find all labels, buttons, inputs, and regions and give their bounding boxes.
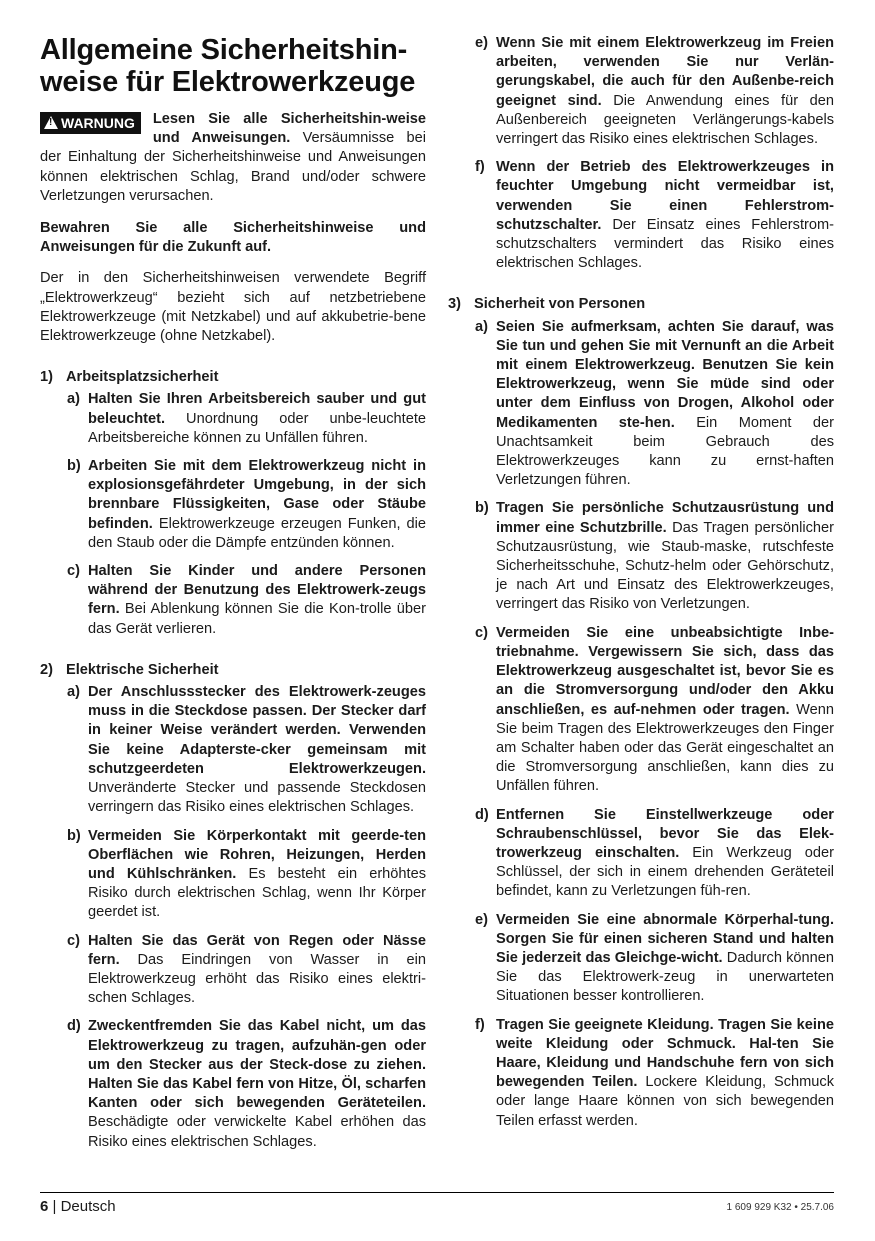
item-explanation: Es besteht ein erhöhtes Risiko durch elektrischen Schlag, wenn Ihr Körper geerdet ist. bbox=[88, 865, 426, 921]
item-instruction: Halten Sie das Gerät von Regen oder Nässe fern. bbox=[88, 932, 426, 968]
document-code: 1 609 929 K32 • 25.7.06 bbox=[726, 1202, 834, 1213]
section-title: Arbeitsplatzsicherheit bbox=[66, 369, 219, 386]
list-item bbox=[448, 806, 834, 902]
footer-language: Deutsch bbox=[60, 1198, 116, 1215]
item-letter: b) bbox=[475, 500, 489, 517]
item-explanation: Lockere Kleidung, Schmuck oder lange Haare können von sich bewegenden Teilen erfasst werden. bbox=[496, 1074, 834, 1129]
list-item bbox=[40, 1017, 426, 1151]
item-instruction: Wenn der Betrieb des Elektrowerkzeuges in feuchter Umgebung nicht vermeidbar ist, verwenden Sie einen Fehlerstrom-schutzschalter. bbox=[496, 159, 834, 233]
page-number: 6 bbox=[40, 1198, 49, 1215]
warning-badge bbox=[40, 112, 141, 134]
warning-badge-label: WARNUNG bbox=[61, 115, 135, 131]
footer-separator: | bbox=[48, 1198, 61, 1215]
section-number: 3) bbox=[448, 296, 461, 313]
warning-body: Versäumnisse bei der Einhaltung der Sicherheitshinweise und Anweisungen können elektrischen Schlag, Brand und/oder schwere Verletzungen verursachen. bbox=[40, 130, 426, 204]
list-item bbox=[448, 911, 834, 1007]
item-letter: d) bbox=[475, 806, 489, 823]
item-instruction: Vermeiden Sie eine unbeabsichtigte Inbe-triebnahme. Vergewissern Sie sich, dass das Elektrowerkzeug ausgeschaltet ist, bevor Sie es an die Stromversorgung und/oder den Akku anschließen, es auf-nehmen oder tragen. bbox=[496, 624, 834, 718]
item-explanation: Beschädigte oder verwickelte Kabel erhöhen das Risiko eines elektrischen Schlages. bbox=[88, 1114, 426, 1150]
list-item bbox=[40, 932, 426, 1009]
item-explanation: Das Eindringen von Wasser in ein Elektrowerkzeug erhöht das Risiko eines elektri-schen Schlages. bbox=[88, 951, 426, 1007]
item-letter: a) bbox=[67, 684, 80, 701]
item-explanation: Das Tragen persönlicher Schutzausrüstung, wie Staub-maske, rutschfeste Sicherheitsschuhe, Schutz-helm oder Gehörschutz, je nach Art und Einsatz des Elektrowerkzeuges, verringert das Risiko von Verletzungen. bbox=[496, 519, 834, 613]
section-heading bbox=[40, 661, 426, 680]
item-letter: b) bbox=[67, 827, 81, 844]
item-instruction: Halten Sie Kinder und andere Personen während der Benutzung des Elektrowerk-zeugs fern. bbox=[88, 563, 426, 618]
page-title bbox=[40, 34, 426, 98]
item-letter: a) bbox=[475, 318, 488, 335]
item-letter: e) bbox=[475, 35, 488, 51]
item-letter: d) bbox=[67, 1018, 81, 1035]
section-heading bbox=[40, 368, 426, 387]
list-item bbox=[40, 562, 426, 639]
section-3-items bbox=[448, 318, 834, 1131]
item-explanation: Dadurch können Sie das Elektrowerk-zeug in unerwarteten Situationen besser kontrollieren. bbox=[496, 949, 834, 1005]
item-letter: f) bbox=[475, 159, 485, 176]
list-item bbox=[448, 1016, 834, 1131]
item-instruction: Tragen Sie geeignete Kleidung. Tragen Sie keine weite Kleidung oder Schmuck. Hal-ten Sie Haare, Kleidung und Handschuhe fern von sich bewegenden Teilen. bbox=[496, 1016, 834, 1091]
keep-notice: Bewahren Sie alle Sicherheitshinweise und Anweisungen für die Zukunft auf. bbox=[40, 220, 426, 256]
item-instruction: Vermeiden Sie eine abnormale Körperhal-tung. Sorgen Sie für einen sicheren Stand und halten Sie jederzeit das Gleichge-wicht. bbox=[496, 911, 834, 966]
section-3 bbox=[448, 295, 834, 1130]
footer-page-info bbox=[40, 1198, 116, 1216]
section-number: 1) bbox=[40, 369, 53, 386]
item-explanation: Ein Werkzeug oder Schlüssel, der sich in einem drehenden Geräteteil befindet, kann zu Verletzungen füh-ren. bbox=[496, 844, 834, 900]
page-title-line2: weise für Elektrowerkzeuge bbox=[40, 66, 416, 98]
item-letter: f) bbox=[475, 1016, 485, 1033]
section-title: Sicherheit von Personen bbox=[474, 296, 646, 313]
left-sections bbox=[40, 368, 426, 1152]
warning-lead: Lesen Sie alle Sicherheitshin-weise und Anweisungen. bbox=[152, 111, 426, 147]
section-2-continued bbox=[448, 34, 834, 273]
list-item bbox=[40, 390, 426, 448]
list-item bbox=[448, 318, 834, 491]
item-instruction: Wenn Sie mit einem Elektrowerkzeug im Freien arbeiten, verwenden Sie nur Verlän-gerungskabel, die auch für den Außenbe-reich geeignet sind. bbox=[496, 35, 834, 109]
section-1 bbox=[40, 368, 426, 639]
item-explanation: Elektrowerkzeuge erzeugen Funken, die den Staub oder die Dämpfe entzünden können. bbox=[88, 515, 426, 551]
left-column bbox=[40, 34, 426, 1161]
item-letter: e) bbox=[475, 911, 488, 928]
list-item bbox=[448, 34, 834, 149]
list-item bbox=[40, 457, 426, 553]
definition-paragraph: Der in den Sicherheitshinweisen verwendete Begriff „Elektrowerkzeug“ bezieht sich auf netzbetriebene Elektrowerkzeuge (mit Netzkabel) und auf akkubetrie-bene Elektrowerkzeuge (ohne Netzkabel). bbox=[40, 270, 426, 345]
section-2 bbox=[40, 661, 426, 1152]
section-title: Elektrische Sicherheit bbox=[66, 661, 219, 678]
item-explanation: Die Anwendung eines für den Außenbereich geeigneten Verlängerungs-kabels verringert das Risiko eines elektrischen Schlages. bbox=[496, 92, 834, 148]
section-heading bbox=[448, 295, 834, 314]
item-explanation: Unordnung oder unbe-leuchtete Arbeitsbereiche können zu Unfällen führen. bbox=[88, 410, 426, 446]
list-item bbox=[40, 683, 426, 817]
list-item bbox=[40, 827, 426, 923]
page-title-line1: Allgemeine Sicherheitshin- bbox=[40, 34, 408, 66]
item-instruction: Zweckentfremden Sie das Kabel nicht, um das Elektrowerkzeug zu tragen, aufzuhän-gen oder um den Stecker aus der Steck-dose zu ziehen. Halten Sie das Kabel fern von Hitze, Öl, scharfen Kanten oder sich bewegenden Geräteteilen. bbox=[88, 1018, 426, 1112]
item-instruction: Seien Sie aufmerksam, achten Sie darauf, was Sie tun und gehen Sie mit Vernunft an die Arbeit mit einem Elektrowerkzeug. Benutzen Sie kein Elektrowerkzeug, wenn Sie müde sind oder unter dem Einfluss von Drogen, Alkohol oder Medikamenten ste-hen. bbox=[496, 318, 834, 431]
item-instruction: Tragen Sie persönliche Schutzausrüstung und immer eine Schutzbrille. bbox=[496, 500, 834, 536]
list-item bbox=[448, 624, 834, 797]
item-instruction: Vermeiden Sie Körperkontakt mit geerde-ten Oberflächen wie Rohren, Heizungen, Herden und Kühlschränken. bbox=[88, 827, 426, 882]
item-explanation: Bei Ablenkung können Sie die Kon-trolle über das Gerät verlieren. bbox=[88, 601, 427, 637]
warning-triangle-icon bbox=[44, 116, 58, 129]
item-letter: c) bbox=[475, 624, 488, 641]
item-letter: a) bbox=[67, 391, 80, 408]
item-instruction: Halten Sie Ihren Arbeitsbereich sauber und gut beleuchtet. bbox=[88, 391, 426, 427]
item-instruction: Der Anschlussstecker des Elektrowerk-zeuges muss in die Steckdose passen. Der Stecker darf in keiner Weise verändert werden. Verwenden Sie keine Adapterste-cker gemeinsam mit schutzgeerdeten Elektrowerkzeugen. bbox=[88, 684, 426, 777]
right-column bbox=[448, 34, 834, 1140]
warning-block bbox=[40, 110, 426, 206]
item-explanation: Unveränderte Stecker und passende Steckdosen verringern das Risiko eines elektrischen Schlages. bbox=[88, 780, 426, 816]
list-item bbox=[448, 499, 834, 614]
item-letter: b) bbox=[67, 458, 81, 475]
list-item bbox=[448, 158, 834, 273]
item-explanation: Wenn Sie beim Tragen des Elektrowerkzeuges den Finger am Schalter haben oder das Gerät eingeschaltet an die Stromversorgung anschließen, kann dies zu Unfällen führen. bbox=[496, 701, 834, 795]
item-instruction: Arbeiten Sie mit dem Elektrowerkzeug nicht in explosionsgefährdeter Umgebung, in der sich brennbare Flüssigkeiten, Gase oder Stäube befinden. bbox=[88, 458, 426, 532]
item-letter: c) bbox=[67, 563, 80, 580]
footer-rule bbox=[40, 1192, 834, 1193]
section-number: 2) bbox=[40, 661, 53, 678]
item-explanation: Ein Moment der Unachtsamkeit beim Gebrauch des Elektrowerkzeuges kann zu ernst-haften Verletzungen führen. bbox=[496, 414, 834, 489]
item-explanation: Der Einsatz eines Fehlerstrom-schutzschalters vermindert das Risiko eines elektrischen Schlages. bbox=[496, 216, 834, 272]
item-letter: c) bbox=[67, 932, 80, 949]
item-instruction: Entfernen Sie Einstellwerkzeuge oder Schraubenschlüssel, bevor Sie das Elek-trowerkzeug einschalten. bbox=[496, 806, 834, 861]
